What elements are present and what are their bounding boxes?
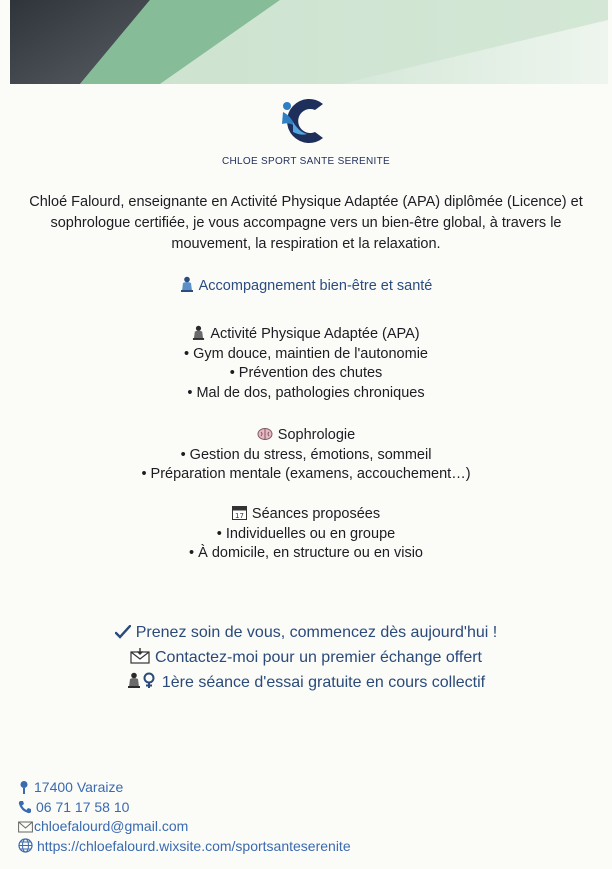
person-icon xyxy=(192,325,205,340)
section-seances xyxy=(0,505,612,564)
list-item: • Gym douce, maintien de l'autonomie xyxy=(183,345,428,362)
location-pin-icon xyxy=(18,780,30,794)
phone-icon xyxy=(18,800,32,814)
services-subtitle xyxy=(0,276,612,294)
envelope-icon xyxy=(18,821,33,833)
callout-item: 1ère séance d'essai gratuite en cours collectif xyxy=(0,670,612,695)
contact-email[interactable]: chloefalourd@gmail.com xyxy=(18,817,351,837)
brand-name: CHLOE SPORT SANTE SERENITE xyxy=(221,156,391,167)
header-banner xyxy=(10,0,608,84)
calendar-icon xyxy=(232,505,247,520)
section-title: Activité Physique Adaptée (APA) xyxy=(0,325,612,345)
person-icon xyxy=(180,276,194,292)
list-item: • Gestion du stress, émotions, sommeil xyxy=(180,446,432,463)
callout-item: Contactez-moi pour un premier échange offert xyxy=(0,645,612,670)
logo-c-icon xyxy=(277,92,335,150)
person-female-icon xyxy=(127,672,157,689)
callout-item: Prenez soin de vous, commencez dès aujourd'hui ! xyxy=(0,620,612,645)
globe-icon xyxy=(18,838,33,853)
list-item: • Mal de dos, pathologies chroniques xyxy=(187,384,425,401)
contact-phone[interactable]: 06 71 17 58 10 xyxy=(18,798,351,818)
section-sophrologie xyxy=(0,426,612,485)
section-title: 17 Séances proposées xyxy=(0,505,612,525)
list-item: • À domicile, en structure ou en visio xyxy=(189,545,423,561)
envelope-icon xyxy=(130,648,150,664)
list-item: • Individuelles ou en groupe xyxy=(216,525,396,542)
svg-text:17: 17 xyxy=(234,512,244,520)
brain-icon xyxy=(257,427,273,441)
brand-logo xyxy=(0,92,612,167)
checkmark-icon xyxy=(115,625,131,639)
subtitle-label: Accompagnement bien-être et santé xyxy=(198,278,433,294)
section-title: Sophrologie xyxy=(0,426,612,446)
intro-text: Chloé Falourd, enseignante en Activité Physique Adaptée (APA) diplômée (Licence) et sophrologue certifiée, je vous accompagne vers un bien-être global, à travers le mouvement, la respiration et la relaxation. xyxy=(29,194,583,252)
contact-address: 17400 Varaize xyxy=(18,778,351,798)
callouts xyxy=(0,620,612,695)
section-apa xyxy=(0,325,612,403)
contact-info xyxy=(18,778,351,856)
list-item: • Prévention des chutes xyxy=(229,365,383,381)
list-item: • Préparation mentale (examens, accouchement…) xyxy=(141,466,471,482)
contact-website[interactable]: https://chloefalourd.wixsite.com/sportsanteserenite xyxy=(18,837,351,857)
